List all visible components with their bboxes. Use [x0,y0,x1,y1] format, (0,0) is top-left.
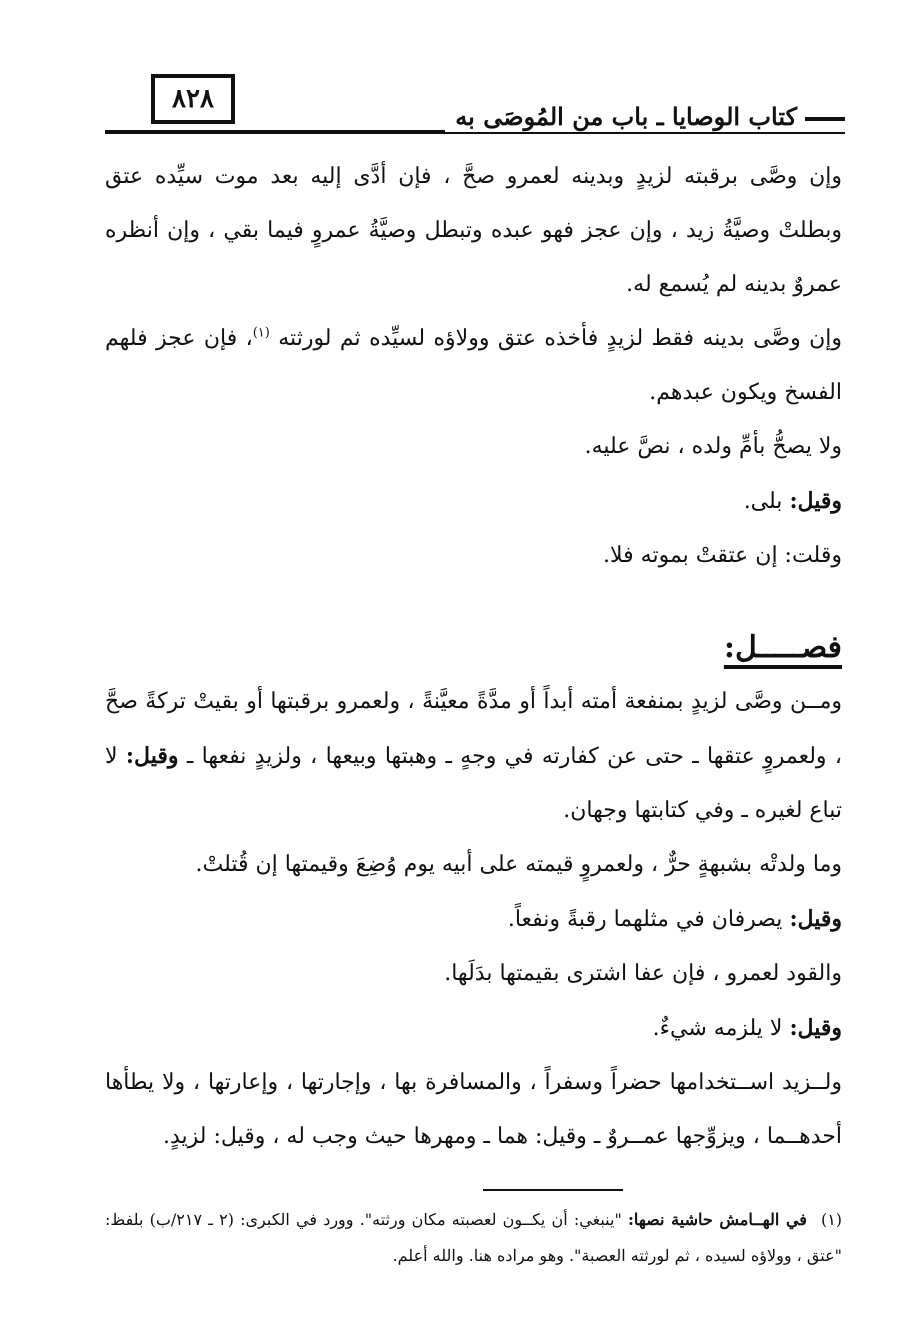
qila-label: وقيل: [789,906,842,932]
footnote-lead: في الهــامش حاشية نصها: [628,1210,807,1229]
paragraph [105,1001,842,1056]
paragraph-text: وما ولدتْه بشبهةٍ حرٌّ ، ولعمروٍ قيمته على أبيه يوم وُضِعَ وقيمتها إن قُتلتْ. [195,852,842,877]
paragraph-text: بلى. [743,489,783,514]
paragraph [105,474,842,529]
paragraph-text: يصرفان في مثلهما رقبةً ونفعاً. [507,907,783,932]
footnote-reference[interactable]: (١) [252,325,270,341]
paragraph [105,947,842,1001]
paragraph-text: ولا يصحُّ بأمِّ ولده ، نصَّ عليه. [584,434,842,459]
paragraph-text: ، فإن عجز فلهم الفسخ ويكون عبدهم. [105,326,842,405]
main-text [105,150,842,1164]
paragraph-text: لا تباع لغيره ـ وفي كتابتها وجهان. [105,744,842,823]
title-dash [805,117,845,121]
footnote-marker: (١) [820,1210,843,1229]
paragraph [105,420,842,474]
section-heading: فصـــــل: [723,630,842,665]
page-header [105,70,845,140]
footnote [105,1202,842,1274]
paragraph-text: وإن وصَّى برقبته لزيدٍ وبدينه لعمرو صحَّ ، فإن أدَّى إليه بعد موت سيِّده عتق وبطلتْ وصيَّةُ زيد ، وإن عجز فهو عبده وتبطل وصيَّةُ عمروٍ فيما بقي ، وإن أنظره عمروٌ بدينه لم يُسمع له. [105,164,842,297]
paragraph [105,838,842,892]
paragraph-text: والقود لعمرو ، فإن عفا اشترى بقيمتها بدَلَها. [444,961,842,986]
qila-label: وقيل: [789,1015,842,1041]
paragraph-text: وإن وصَّى بدينه فقط لزيدٍ فأخذه عتق وولاؤه لسيِّده ثم لورثته [278,326,843,351]
chapter-title [445,102,845,132]
paragraph [105,312,842,420]
paragraph [105,529,842,583]
paragraph-text: ومــن وصَّى لزيدٍ بمنفعة أمته أبداً أو مدَّةً معيَّنةً ، ولعمرو برقبتها أو بقيتْ تركةً صحَّ ، ولعمروٍ عتقها ـ حتى عن كفارته في وجهٍ ـ وهبتها وبيعها ، ولزيدٍ نفعها ـ [105,689,843,769]
footnote-separator [483,1189,623,1191]
paragraph [105,150,842,312]
paragraph [105,1056,842,1164]
footnote-text: "ينبغي: أن يكــون لعصبته مكان ورثته". وورد في الكبرى: (٢ ـ ٢١٧/ب) بلفظ: "عتق ، وولاؤه لسيده ، ثم لورثته العصبة". وهو مراده هنا. والله أعلم. [105,1210,842,1265]
paragraph-text: لا يلزمه شيءٌ. [652,1016,783,1041]
qila-label: وقيل: [789,488,842,514]
paragraph-text: ولــزيد اســتخدامها حضراً وسفراً ، والمسافرة بها ، وإجارتها ، وإعارتها ، ولا يطأها أحدهــما ، ويزوِّجها عمــروٌ ـ وقيل: هما ـ ومهرها حيث وجب له ، وقيل: لزيدٍ. [105,1070,842,1149]
qila-label: وقيل: [125,743,179,769]
paragraph [105,892,842,947]
chapter-title-text: كتاب الوصايا ـ باب من المُوصَى به [455,102,797,131]
paragraph [105,675,842,838]
page-number: ٨٢٨ [151,74,235,124]
paragraph-text: وقلت: إن عتقتْ بموته فلا. [603,543,842,568]
